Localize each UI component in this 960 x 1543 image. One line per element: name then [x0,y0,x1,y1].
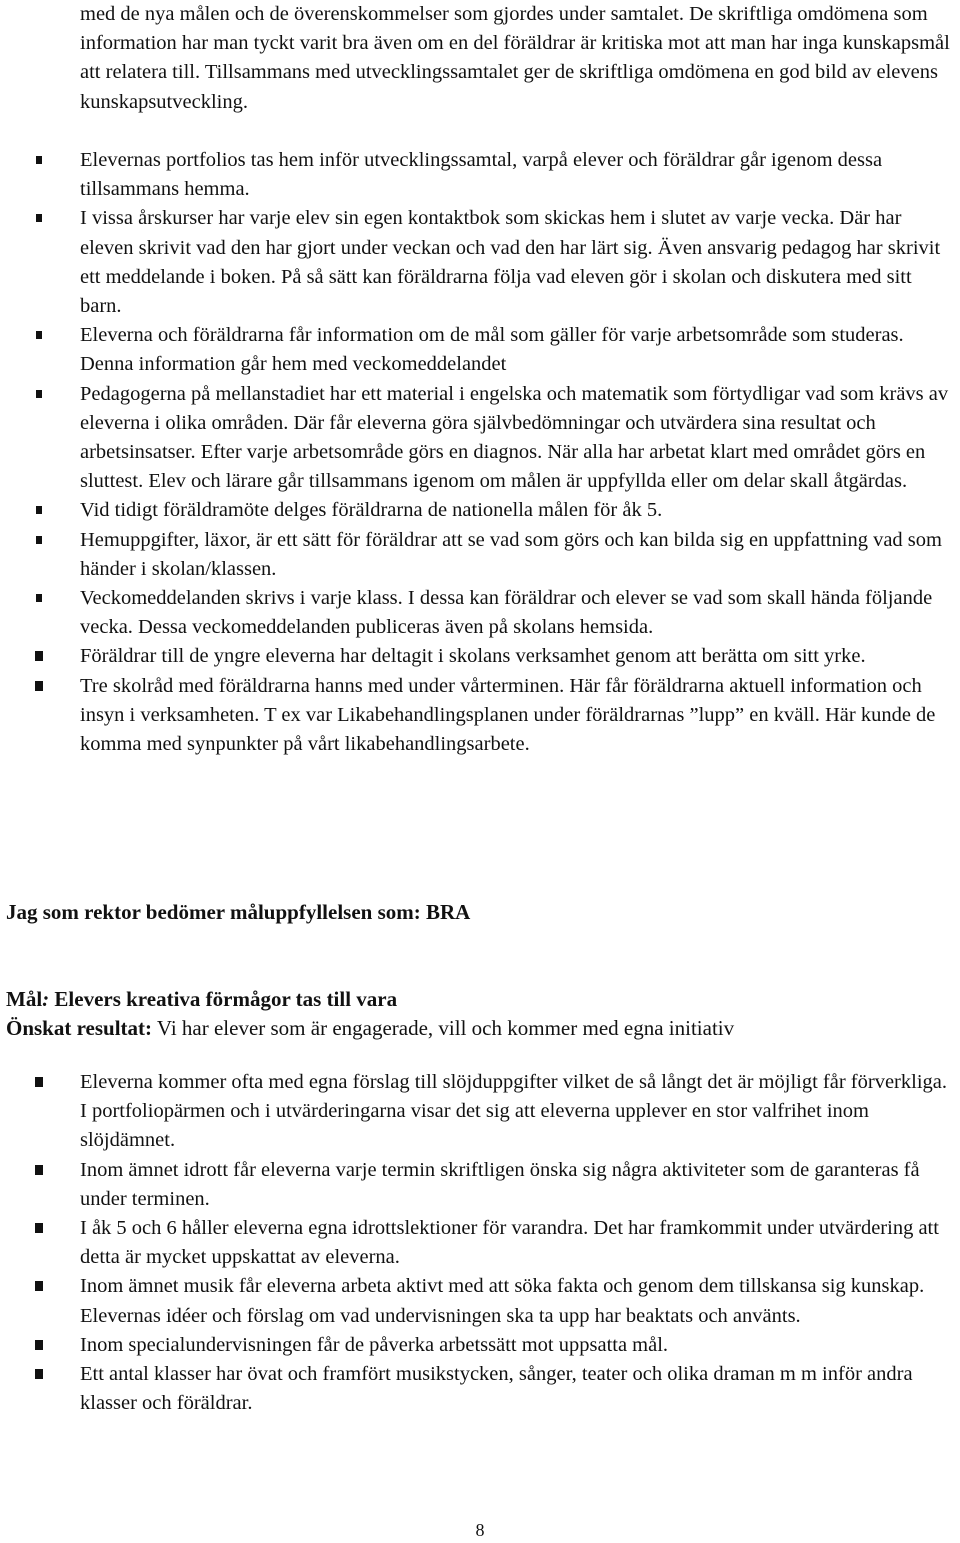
page-number: 8 [475,1520,485,1540]
goal-label: Mål [6,987,43,1011]
list-item: Inom ämnet idrott får eleverna varje termin skriftligen önska sig några aktiviteter som de garanteras få under terminen. [80,1156,952,1214]
square-bullet-icon [36,390,42,398]
square-bullet-icon [36,156,42,164]
principal-verdict: Jag som rektor bedömer måluppfyllelsen som: BRA [6,900,471,924]
square-bullet-icon [35,651,43,661]
desired-result-label: Önskat resultat: [6,1016,153,1040]
list-item: Hemuppgifter, läxor, är ett sätt för föräldrar att se vad som görs och kan bilda sig en uppfattning vad som händer i skolan/klassen. [80,526,952,584]
square-bullet-icon [36,331,42,339]
list-item: Ett antal klasser har övat och framfört musikstycken, sånger, teater och olika draman m m inför andra klasser och föräldrar. [80,1360,952,1418]
list-item: I åk 5 och 6 håller eleverna egna idrottslektioner för varandra. Det har framkommit under utvärdering att detta är mycket uppskattat av eleverna. [80,1214,952,1272]
square-bullet-icon [36,214,42,222]
parent-information-list [80,146,952,759]
creativity-list [80,1068,952,1418]
list-item: Pedagogerna på mellanstadiet har ett material i engelska och matematik som förtydligar vad som krävs av eleverna i olika områden. Där får eleverna göra självbedömningar och utvärdera sina resultat och arbetsinsatser. Efter varje arbetsområde görs en diagnos. När alla har arbetat klart med området görs en sluttest. Elev och lärare går tillsammans igenom om målen är uppfyllda eller om delar skall åtgärdas. [80,380,952,497]
intro-paragraph: med de nya målen och de överenskommelser som gjordes under samtalet. De skriftliga omdömena som information har man tyckt varit bra även om en del föräldrar är kritiska mot att man har inga kunskapsmål att relatera till. Tillsammans med utvecklingssamtalet ger de skriftliga omdömena en god bild av elevens kunskapsutveckling. [80,3,950,113]
square-bullet-icon [35,1077,43,1087]
square-bullet-icon [35,1369,43,1379]
list-item: Eleverna kommer ofta med egna förslag till slöjduppgifter vilket de så långt det är möjligt får förverkliga. I portfoliopärmen och i utvärderingarna visar det sig att eleverna upplever en stor valfrihet inom slöjdämnet. [80,1068,952,1156]
desired-result-text: Vi har elever som är engagerade, vill och kommer med egna initiativ [152,1016,735,1040]
goal-colon: : [42,987,50,1011]
list-item: I vissa årskurser har varje elev sin egen kontaktbok som skickas hem i slutet av varje vecka. Där har eleven skrivit vad den har gjort under veckan och vad den har lärt sig. Även ansvarig pedagog har skrivit ett meddelande i boken. På så sätt kan föräldrarna följa vad eleven gör i skolan och diskutera med sitt barn. [80,204,952,321]
goal-heading [6,985,946,1014]
square-bullet-icon [35,1165,43,1175]
list-item: Vid tidigt föräldramöte delges föräldrarna de nationella målen för åk 5. [80,496,952,525]
list-item: Veckomeddelanden skrivs i varje klass. I dessa kan föräldrar och elever se vad som skall hända följande vecka. Dessa veckomeddelanden publiceras även på skolans hemsida. [80,584,952,642]
goal-text: Elevers kreativa förmågor tas till vara [49,987,398,1011]
square-bullet-icon [36,506,42,514]
list-item: Eleverna och föräldrarna får information om de mål som gäller för varje arbetsområde som studeras. Denna information går hem med veckomeddelandet [80,321,952,379]
list-item: Inom ämnet musik får eleverna arbeta aktivt med att söka fakta och genom dem tillskansa sig kunskap. Elevernas idéer och förslag om vad undervisningen ska ta upp har beaktats och använts. [80,1272,952,1330]
desired-result [6,1014,946,1043]
square-bullet-icon [36,536,42,544]
square-bullet-icon [35,1223,43,1233]
square-bullet-icon [36,594,42,602]
list-item: Elevernas portfolios tas hem inför utvecklingssamtal, varpå elever och föräldrar går igenom dessa tillsammans hemma. [80,146,952,204]
list-item: Tre skolråd med föräldrarna hanns med under vårterminen. Här får föräldrarna aktuell information och insyn i verksamheten. T ex var Likabehandlingsplanen under föräldrarnas ”lupp” en kväll. Här kunde de komma med synpunkter på vårt likabehandlingsarbete. [80,672,952,760]
square-bullet-icon [35,681,43,691]
list-item: Föräldrar till de yngre eleverna har deltagit i skolans verksamhet genom att berätta om sitt yrke. [80,642,952,671]
square-bullet-icon [35,1281,43,1291]
square-bullet-icon [35,1340,43,1350]
list-item: Inom specialundervisningen får de påverka arbetssätt mot uppsatta mål. [80,1331,952,1360]
